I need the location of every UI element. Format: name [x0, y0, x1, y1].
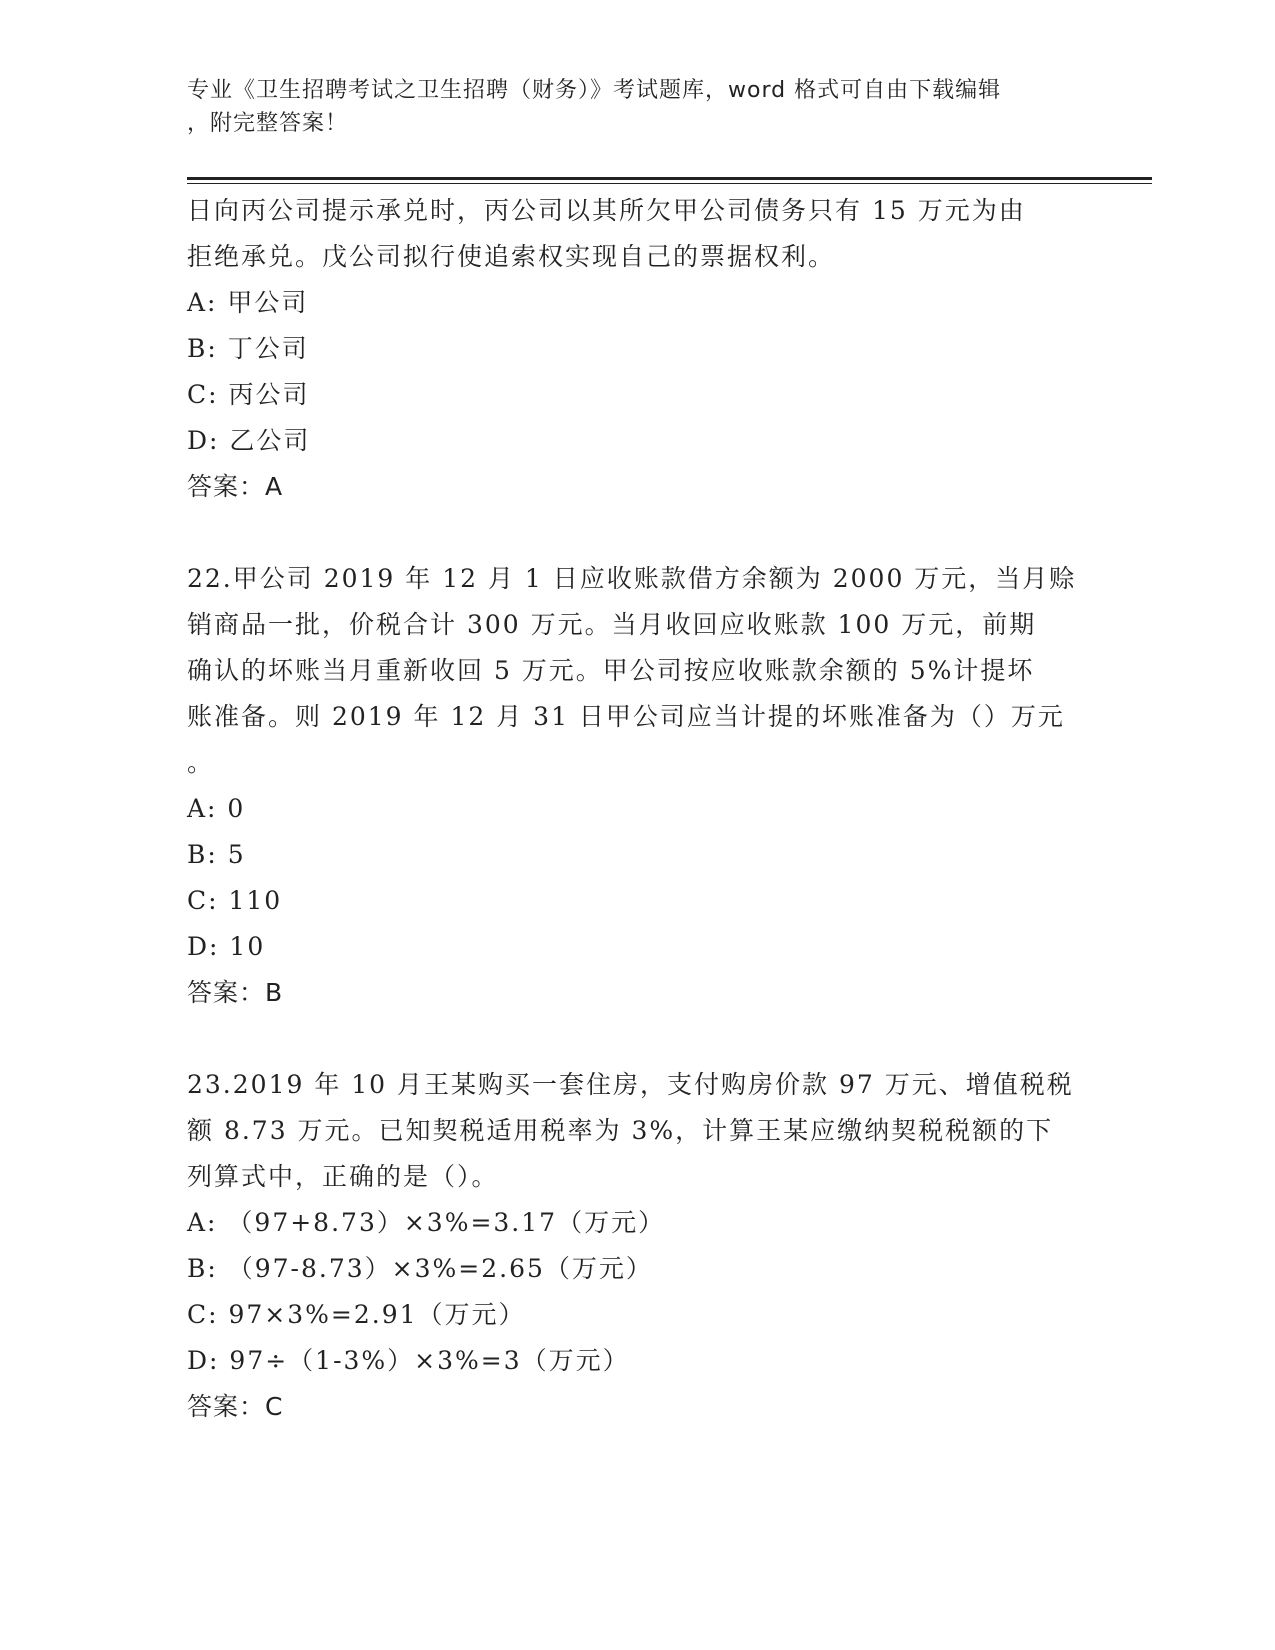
option-c: C: 丙公司: [187, 380, 310, 409]
header-line-1: 专业《卫生招聘考试之卫生招聘（财务）》考试题库，word 格式可自由下载编辑: [187, 78, 1002, 103]
option-c: C: 110: [187, 886, 283, 915]
question-stem-line: 日向丙公司提示承兑时，丙公司以其所欠甲公司债务只有 15 万元为由: [187, 196, 1026, 225]
option-d: D: 10: [187, 932, 266, 961]
question-21: [187, 188, 1087, 510]
document-header: [187, 74, 1067, 140]
question-spacer: [187, 1016, 1087, 1062]
option-a: A: 0: [187, 794, 246, 823]
option-d: D: 乙公司: [187, 426, 311, 455]
header-line-2: ，附完整答案！: [187, 111, 349, 136]
answer-label: 答案：C: [187, 1392, 284, 1421]
question-stem-line: 拒绝承兑。戊公司拟行使追索权实现自己的票据权利。: [187, 242, 836, 271]
question-spacer: [187, 510, 1087, 556]
question-22: [187, 556, 1087, 1016]
option-d: D: 97÷（1-3%）×3%=3（万元）: [187, 1346, 630, 1375]
question-stem-line: 销商品一批，价税合计 300 万元。当月收回应收账款 100 万元，前期: [187, 610, 1037, 639]
answer-label: 答案：A: [187, 472, 284, 501]
option-a: A: 甲公司: [187, 288, 309, 317]
question-stem-line: 账准备。则 2019 年 12 月 31 日甲公司应当计提的坏账准备为（）万元: [187, 702, 1065, 731]
question-stem-line: 22.甲公司 2019 年 12 月 1 日应收账款借方余额为 2000 万元，当月赊: [187, 564, 1077, 593]
question-stem-line: 23.2019 年 10 月王某购买一套住房，支付购房价款 97 万元、增值税税: [187, 1070, 1074, 1099]
option-c: C: 97×3%=2.91（万元）: [187, 1300, 526, 1329]
option-b: B: （97-8.73）×3%=2.65（万元）: [187, 1254, 653, 1283]
option-a: A: （97+8.73）×3%=3.17（万元）: [187, 1208, 666, 1237]
question-content: [187, 188, 1087, 1430]
question-stem-line: 。: [187, 748, 215, 777]
option-b: B: 丁公司: [187, 334, 309, 363]
answer-label: 答案：B: [187, 978, 284, 1007]
question-stem-line: 列算式中，正确的是（）。: [187, 1162, 499, 1191]
question-23: [187, 1062, 1087, 1430]
option-b: B: 5: [187, 840, 246, 869]
header-divider-thick: [187, 177, 1152, 180]
question-stem-line: 确认的坏账当月重新收回 5 万元。甲公司按应收账款余额的 5%计提坏: [187, 656, 1035, 685]
question-stem-line: 额 8.73 万元。已知契税适用税率为 3%，计算王某应缴纳契税税额的下: [187, 1116, 1054, 1145]
header-divider-thin: [187, 183, 1152, 184]
